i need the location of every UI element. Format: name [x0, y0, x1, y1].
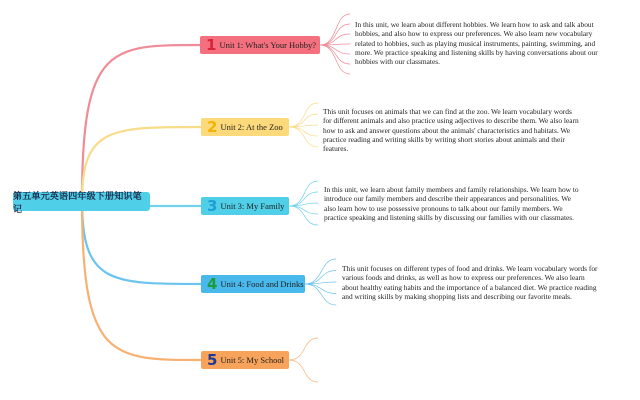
fan-connector-3	[289, 206, 318, 214]
unit-label-3: Unit 3: My Family	[220, 201, 285, 211]
unit-label-5: Unit 5: My School	[220, 355, 284, 365]
unit-label-2: Unit 2: At the Zoo	[220, 122, 283, 132]
fan-connector-1	[320, 45, 350, 64]
fan-connector-5	[289, 338, 318, 360]
unit-node-5[interactable]	[201, 351, 289, 369]
unit-description-5	[330, 340, 586, 374]
unit-label-4: Unit 4: Food and Drinks	[220, 279, 304, 289]
unit-number-3: 3	[207, 196, 218, 215]
branch-connector-1	[82, 45, 200, 201]
fan-connector-4	[305, 284, 336, 305]
root-node[interactable]	[13, 191, 150, 215]
unit-node-3[interactable]	[201, 197, 289, 215]
fan-connector-1	[320, 45, 350, 54]
unit-description-2: This unit focuses on animals that we can find at the zoo. We learn vocabulary words for different animals and also practice using adjectives to describe them. We also learn how to ask and answer questions about the animals' characteristics and habitats. We practice reading and writing skills by writing short stories about animals and their features.	[323, 107, 579, 154]
fan-connector-3	[289, 192, 318, 206]
fan-connector-2	[289, 127, 318, 136]
unit-node-4[interactable]	[201, 275, 305, 293]
unit-number-1: 1	[206, 35, 217, 54]
unit-node-1[interactable]	[200, 36, 320, 54]
fan-connector-4	[305, 259, 336, 284]
fan-connector-3	[289, 206, 318, 225]
unit-node-2[interactable]	[201, 118, 289, 136]
fan-connector-2	[289, 127, 318, 147]
fan-connector-5	[289, 360, 318, 382]
unit-description-4: This unit focuses on different types of food and drinks. We learn vocabulary words for various foods and drinks, as well as how to express our preferences. We also learn about healthy eating habits and the importance of a balanced diet. We practice reading and writing skills by making shopping lists and describing our favorite meals.	[342, 264, 598, 301]
unit-description-3: In this unit, we learn about family members and family relationships. We learn how to introduce our family members and describe their appearances and personalities. We also learn how to use possessive pronouns to talk about our family members. We practice speaking and listening skills by discussing our families with our classmates.	[324, 185, 579, 222]
unit-label-1: Unit 1: What's Your Hobby?	[219, 40, 316, 50]
unit-description-1: In this unit, we learn about different hobbies. We learn how to ask and talk about hobbies, and also how to express our preferences. We also learn new vocabulary related to hobbies, such as playing musical instruments, painting, swimming, and more. We practice speaking and listening skills by having conversations about our hobbies with our classmates.	[355, 20, 598, 67]
fan-connector-2	[289, 103, 318, 127]
fan-connector-4	[305, 284, 336, 294]
unit-number-5: 5	[207, 350, 218, 369]
unit-number-4: 4	[207, 274, 218, 293]
branch-connector-5	[82, 201, 201, 360]
root-title: 第五单元英语四年级下册知识笔记	[13, 191, 142, 215]
unit-number-2: 2	[207, 117, 218, 136]
fan-connector-3	[289, 181, 318, 206]
fan-connector-2	[289, 125, 318, 127]
